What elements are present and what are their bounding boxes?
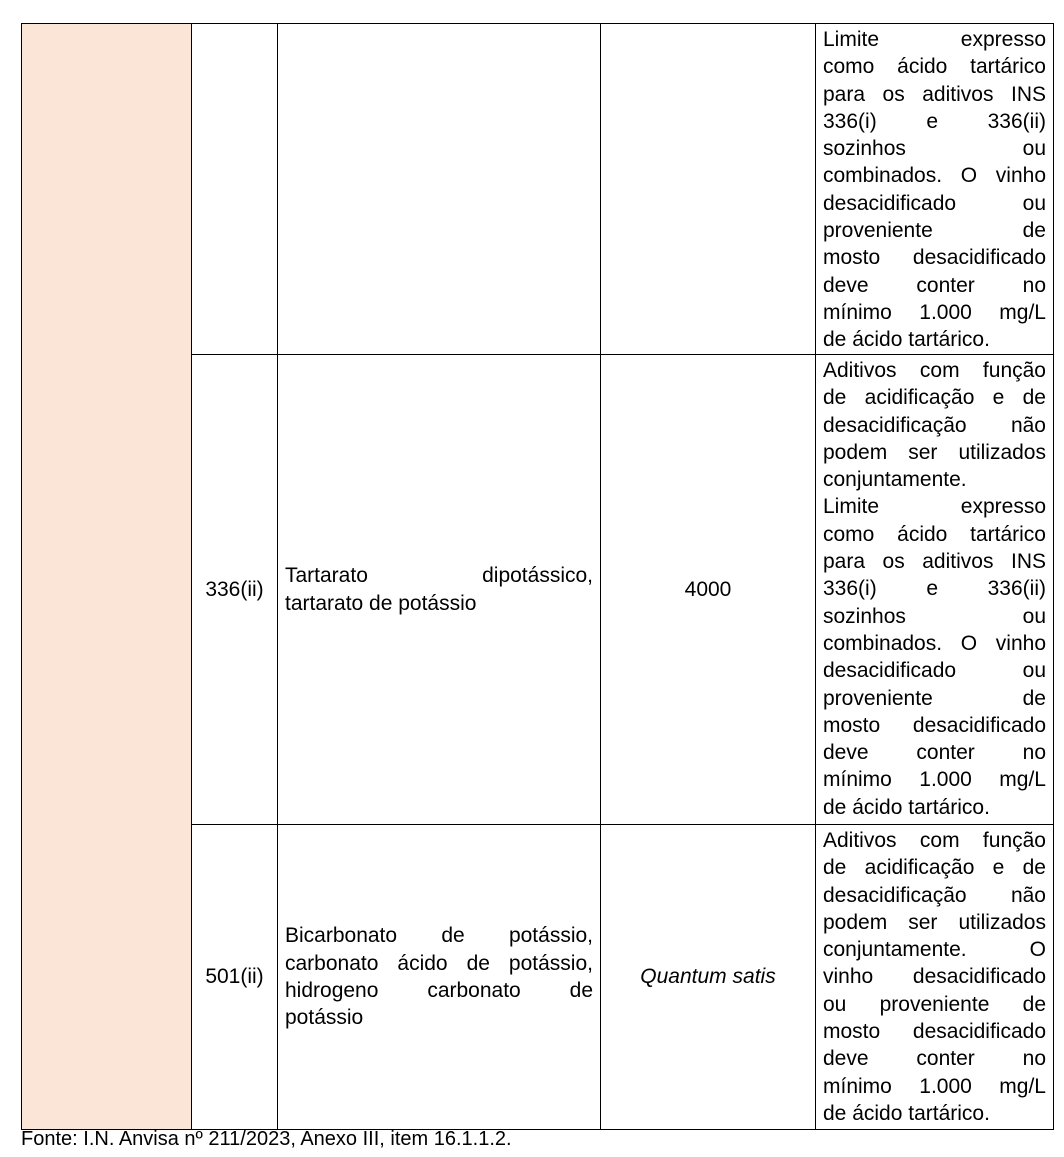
note-line: mínimo 1.000 mg/L xyxy=(823,768,1046,792)
note-line: como ácido tartárico xyxy=(823,522,1046,546)
name-line: Tartarato dipotássico, xyxy=(285,564,593,588)
name-line: potássio xyxy=(285,1006,364,1030)
note-line: sozinhos ou xyxy=(823,137,1046,161)
notes-cell xyxy=(816,825,1054,1130)
table-row xyxy=(22,24,1054,355)
note-line: combinados. O vinho xyxy=(823,631,1046,655)
note-line: mosto desacidificado xyxy=(823,1020,1046,1044)
note-line: Aditivos com função xyxy=(823,829,1046,852)
note-line: mosto desacidificado xyxy=(823,246,1046,270)
name-lines xyxy=(285,922,593,1031)
additives-table xyxy=(21,23,1054,1130)
note-line: desacidificado ou xyxy=(823,659,1046,683)
note-line: desacidificação não xyxy=(823,413,1046,437)
note-line: para os aditivos INS xyxy=(823,82,1046,106)
note-line: deve conter no xyxy=(823,741,1046,765)
note-line: sozinhos ou xyxy=(823,604,1046,628)
notes-lines xyxy=(823,827,1046,1127)
category-cell xyxy=(22,24,192,1130)
max-limit-cell xyxy=(601,24,816,355)
name-line: carbonato ácido de potássio, xyxy=(285,951,593,975)
note-line: mínimo 1.000 mg/L xyxy=(823,1074,1046,1098)
name-lines xyxy=(285,562,593,617)
name-line: hidrogeno carbonato de xyxy=(285,979,593,1002)
note-line: combinados. O vinho xyxy=(823,164,1046,188)
note-line: 336(i) e 336(ii) xyxy=(823,577,1046,601)
note-line: de acidificação e de xyxy=(823,856,1046,880)
note-line: como ácido tartárico xyxy=(823,55,1046,79)
additive-name-cell xyxy=(278,355,601,825)
note-line: de ácido tartárico. xyxy=(823,795,990,819)
note-line: podem ser utilizados xyxy=(823,910,1046,934)
note-line: de acidificação e de xyxy=(823,386,1046,410)
notes-lines xyxy=(823,357,1046,821)
note-line: proveniente de xyxy=(823,219,1046,243)
name-line: Bicarbonato de potássio, xyxy=(285,924,593,948)
note-line: ou proveniente de xyxy=(823,992,1046,1016)
note-line: mosto desacidificado xyxy=(823,713,1046,737)
name-line: tartarato de potássio xyxy=(285,591,477,615)
note-line: desacidificado ou xyxy=(823,191,1046,215)
note-line: Limite expresso xyxy=(823,28,1046,51)
note-line: Limite expresso xyxy=(823,495,1046,519)
note-line: para os aditivos INS xyxy=(823,550,1046,574)
notes-lines xyxy=(823,26,1046,354)
note-line: proveniente de xyxy=(823,686,1046,710)
note-line: de ácido tartárico. xyxy=(823,1101,990,1125)
note-line: deve conter no xyxy=(823,273,1046,297)
notes-cell xyxy=(816,355,1054,825)
note-line: vinho desacidificado xyxy=(823,965,1046,989)
max-limit-cell: Quantum satis xyxy=(601,825,816,1130)
notes-cell xyxy=(816,24,1054,355)
note-line: podem ser utilizados xyxy=(823,440,1046,464)
ins-code-cell: 336(ii) xyxy=(192,355,278,825)
ins-code-cell: 501(ii) xyxy=(192,825,278,1130)
source-note: Fonte: I.N. Anvisa nº 211/2023, Anexo III, item 16.1.1.2. xyxy=(21,1128,512,1150)
note-line: desacidificação não xyxy=(823,883,1046,907)
additive-name-cell xyxy=(278,825,601,1130)
max-limit-cell: 4000 xyxy=(601,355,816,825)
ins-code-cell xyxy=(192,24,278,355)
note-line: de ácido tartárico. xyxy=(823,328,990,352)
note-line: deve conter no xyxy=(823,1047,1046,1071)
note-line: Aditivos com função xyxy=(823,359,1046,382)
note-line: 336(i) e 336(ii) xyxy=(823,109,1046,133)
note-line: mínimo 1.000 mg/L xyxy=(823,300,1046,324)
additive-name-cell xyxy=(278,24,601,355)
note-line: conjuntamente. xyxy=(823,468,967,492)
note-line: conjuntamente. O xyxy=(823,938,1046,962)
